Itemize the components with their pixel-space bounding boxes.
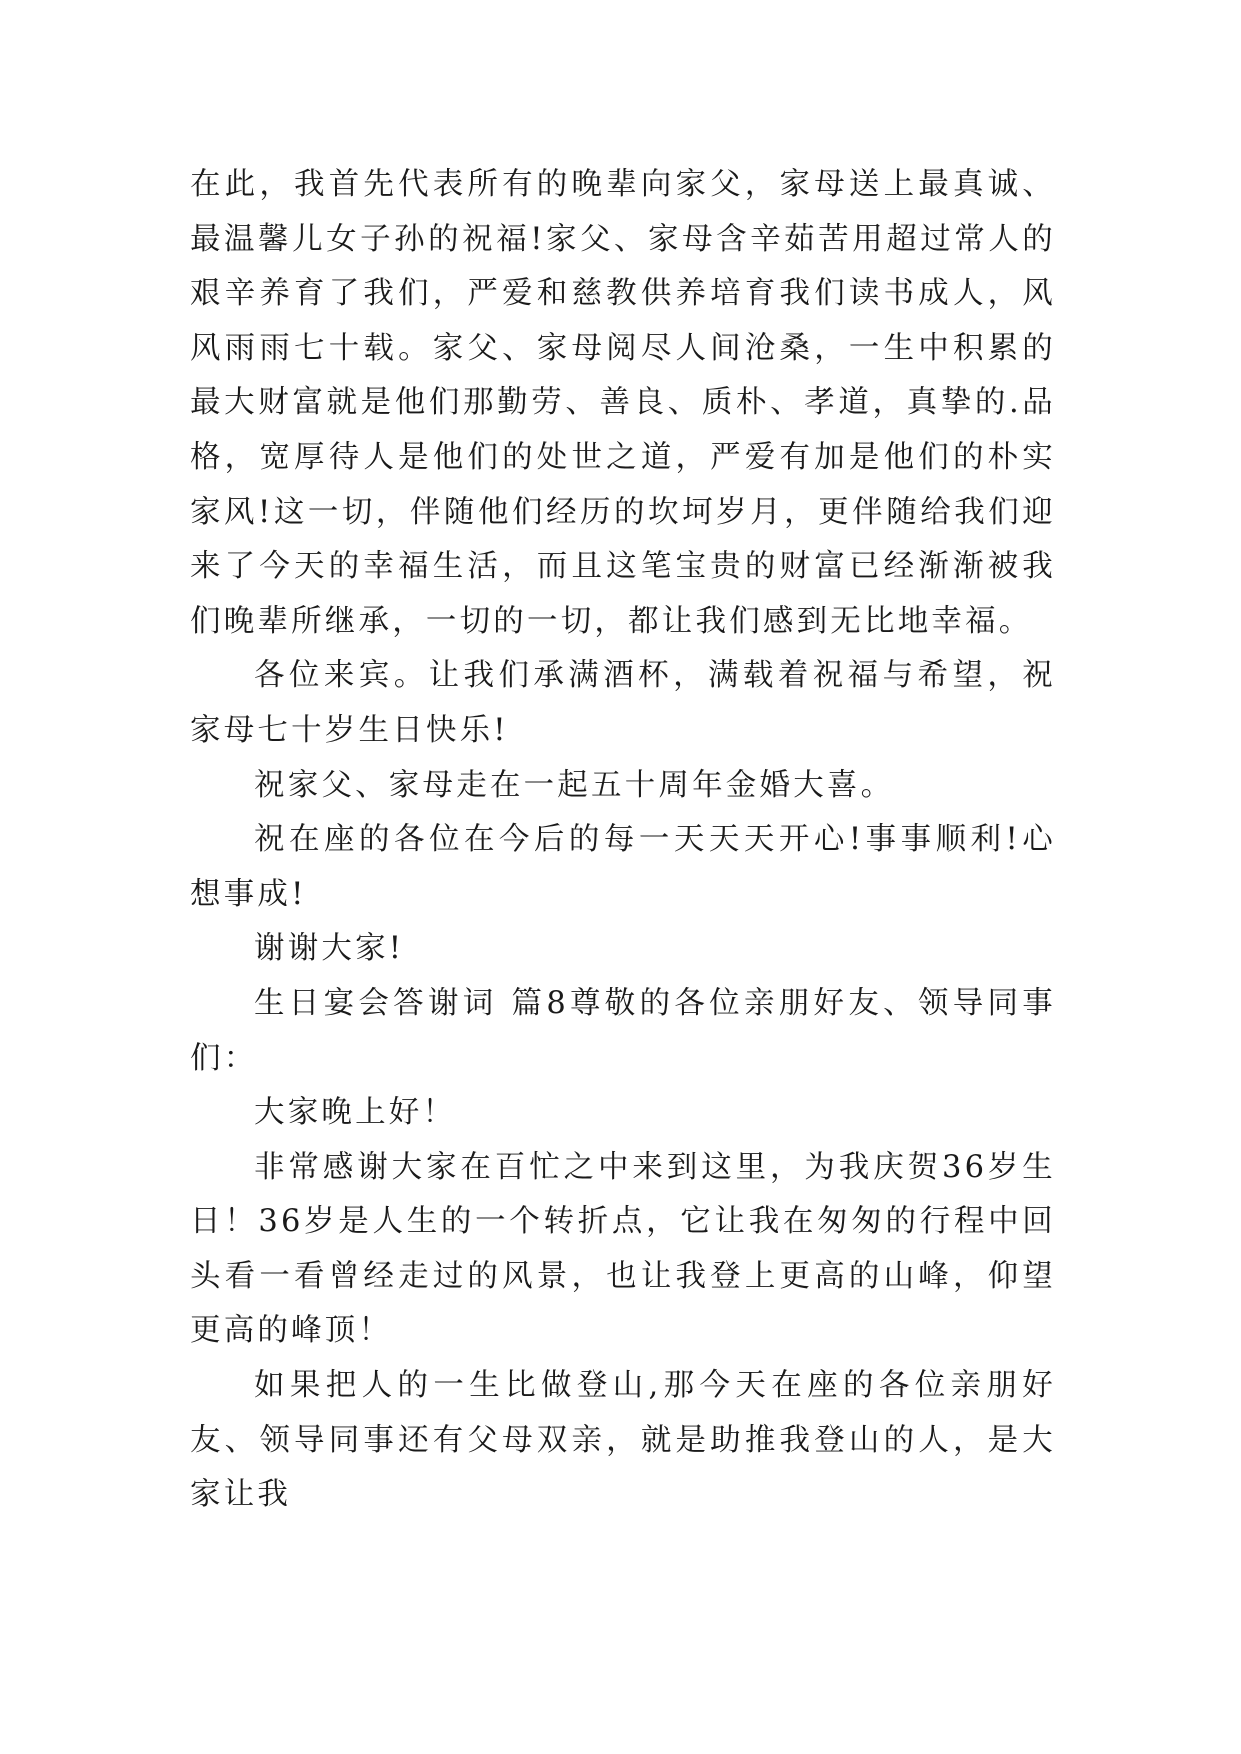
paragraph-golden-wedding: 祝家父、家母走在一起五十周年金婚大喜。 — [254, 767, 895, 803]
paragraph-section-heading: 生日宴会答谢词 篇8尊敬的各位亲朋好友、领导同事们： — [190, 985, 1056, 1076]
paragraph-mountain-metaphor: 如果把人的一生比做登山,那今天在座的各位亲朋好友、领导同事还有父母双亲，就是助推我登山的人，是大家让我 — [190, 1368, 1056, 1513]
document-body — [190, 158, 1056, 1523]
paragraph-birthday-thanks: 非常感谢大家在百忙之中来到这里，为我庆贺36岁生日！36岁是人生的一个转折点，它让我在匆匆的行程中回头看一看曾经走过的风景，也让我登上更高的山峰，仰望更高的峰顶！ — [190, 1149, 1056, 1349]
paragraph-greeting: 大家晚上好！ — [254, 1095, 457, 1131]
paragraph-toast: 各位来宾。让我们承满酒杯，满载着祝福与希望，祝家母七十岁生日快乐! — [190, 658, 1056, 748]
paragraph-guest-wishes: 祝在座的各位在今后的每一天天天开心!事事顺利!心想事成! — [190, 822, 1056, 912]
paragraph-family-blessing: 在此，我首先代表所有的晚辈向家父，家母送上最真诚、最温馨儿女子孙的祝福!家父、家母含辛茹苦用超过常人的艰辛养育了我们，严爱和慈教供养培育我们读书成人，风风雨雨七十载。家父、家母阅尽人间沧桑，一生中积累的最大财富就是他们那勤劳、善良、质朴、孝道，真挚的.品格，宽厚待人是他们的处世之道，严爱有加是他们的朴实家风!这一切，伴随他们经历的坎坷岁月，更伴随给我们迎来了今天的幸福生活，而且这笔宝贵的财富已经渐渐被我们晚辈所继承，一切的一切，都让我们感到无比地幸福。 — [190, 167, 1056, 639]
paragraph-thanks: 谢谢大家! — [254, 931, 405, 967]
